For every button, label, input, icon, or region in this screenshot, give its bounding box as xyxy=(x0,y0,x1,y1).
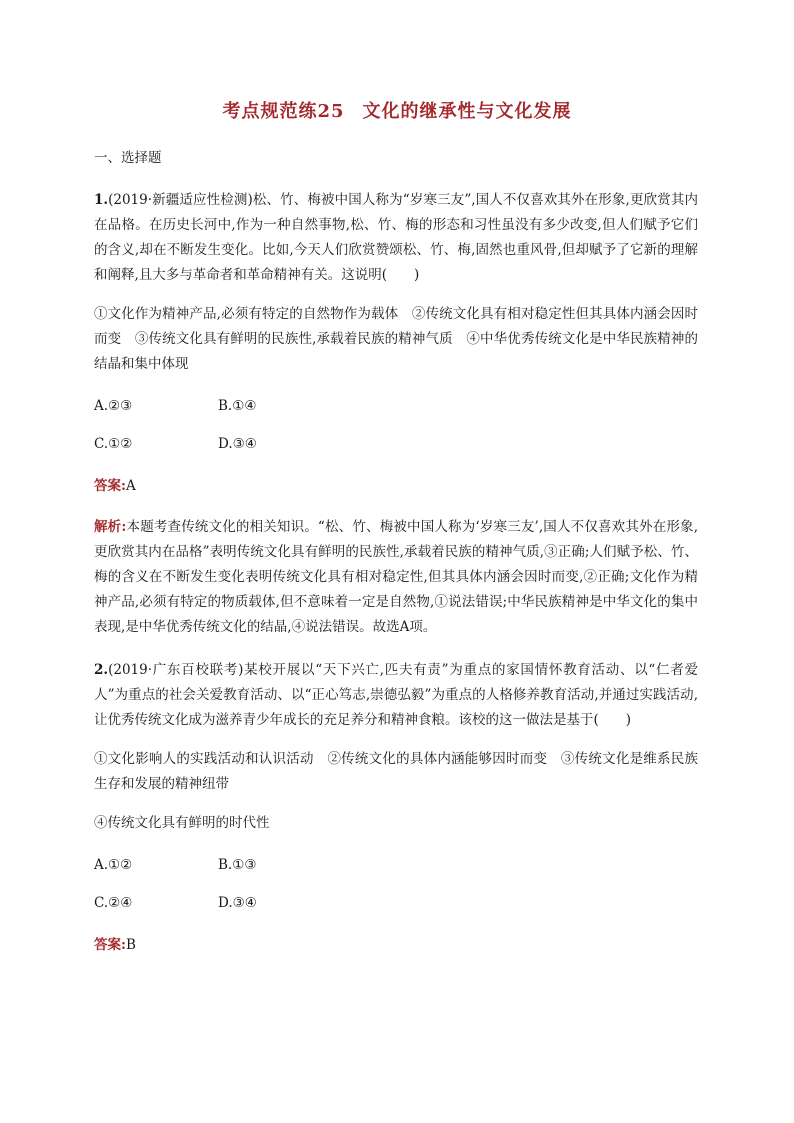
option-c: C.①② xyxy=(94,436,133,452)
analysis-text: 本题考查传统文化的相关知识。“松、竹、梅被中国人称为‘岁寒三友’,国人不仅喜欢其外在形象,更欣赏其内在品格”表明传统文化具有鲜明的民族性,承载着民族的精神气质,③正确;人们赋予松、竹、梅的含义在不断发生变化表明传统文化具有相对稳定性,但其具体内涵会因时而变,②正确;文化作为精神产品,必须有特定的物质载体,但不意味着一定是自然物,①说法错误;中华民族精神是中华文化的集中表现,是中华优秀传统文化的结晶,④说法错误。故选A项。 xyxy=(94,519,699,635)
answer-label: 答案: xyxy=(94,478,126,494)
title-sub: 文化的继承性与文化发展 xyxy=(362,101,572,122)
document-body xyxy=(94,148,698,970)
option-a: A.①② xyxy=(94,857,133,873)
question-1-stem xyxy=(94,188,698,288)
analysis-label: 解析: xyxy=(94,519,127,535)
option-c: C.②④ xyxy=(94,895,133,911)
question-2-text: (2019·广东百校联考)某校开展以“天下兴亡,匹夫有责”为重点的家国情怀教育活动、以“仁者爱人”为重点的社会关爱教育活动、以“正心笃志,崇德弘毅”为重点的人格修养教育活动,并通过实践活动,让优秀传统文化成为滋养青少年成长的充足养分和精神食粮。该校的这一做法是基于( ) xyxy=(94,662,698,728)
question-2-options-row-1 xyxy=(94,854,698,876)
question-1-statements: ①文化作为精神产品,必须有特定的自然物作为载体 ②传统文化具有相对稳定性但其具体内涵会因时而变 ③传统文化具有鲜明的民族性,承载着民族的精神气质 ④中华优秀传统文化是中华民族精神的结晶和集中体现 xyxy=(94,306,698,372)
answer-value: A xyxy=(125,478,136,494)
question-2-statements: ①文化影响人的实践活动和认识活动 ②传统文化的具体内涵能够因时而变 ③传统文化是维系民族生存和发展的精神纽带 xyxy=(94,751,698,792)
question-2-statements-2: ④传统文化具有鲜明的时代性 xyxy=(94,815,270,831)
question-1-analysis xyxy=(94,515,698,640)
option-a: A.②③ xyxy=(94,398,133,414)
question-1-options-row-1 xyxy=(94,395,698,417)
page-title xyxy=(0,97,794,123)
answer-value: B xyxy=(125,937,136,953)
option-b: B.①③ xyxy=(218,857,257,873)
question-2-options-row-2 xyxy=(94,892,698,914)
option-b: B.①④ xyxy=(218,398,257,414)
title-main: 考点规范练25 xyxy=(222,101,345,122)
question-1-number: 1. xyxy=(94,192,109,208)
question-2-number: 2. xyxy=(94,662,109,678)
answer-label: 答案: xyxy=(94,937,126,953)
question-1-options-row-2 xyxy=(94,433,698,455)
question-2-stem xyxy=(94,658,698,733)
option-d: D.③④ xyxy=(218,895,257,911)
section-heading: 一、选择题 xyxy=(94,150,162,166)
question-1-text: (2019·新疆适应性检测)松、竹、梅被中国人称为“岁寒三友”,国人不仅喜欢其外在形象,更欣赏其内在品格。在历史长河中,作为一种自然事物,松、竹、梅的形态和习性虽没有多少改变,但人们赋予它们的含义,却在不断发生变化。比如,今天人们欣赏赞颂松、竹、梅,固然也重风骨,但却赋予了它新的理解和阐释,且大多与革命者和革命精神有关。这说明( ) xyxy=(94,192,698,283)
question-1-answer xyxy=(94,475,698,497)
question-2-answer xyxy=(94,934,698,956)
option-d: D.③④ xyxy=(218,436,257,452)
